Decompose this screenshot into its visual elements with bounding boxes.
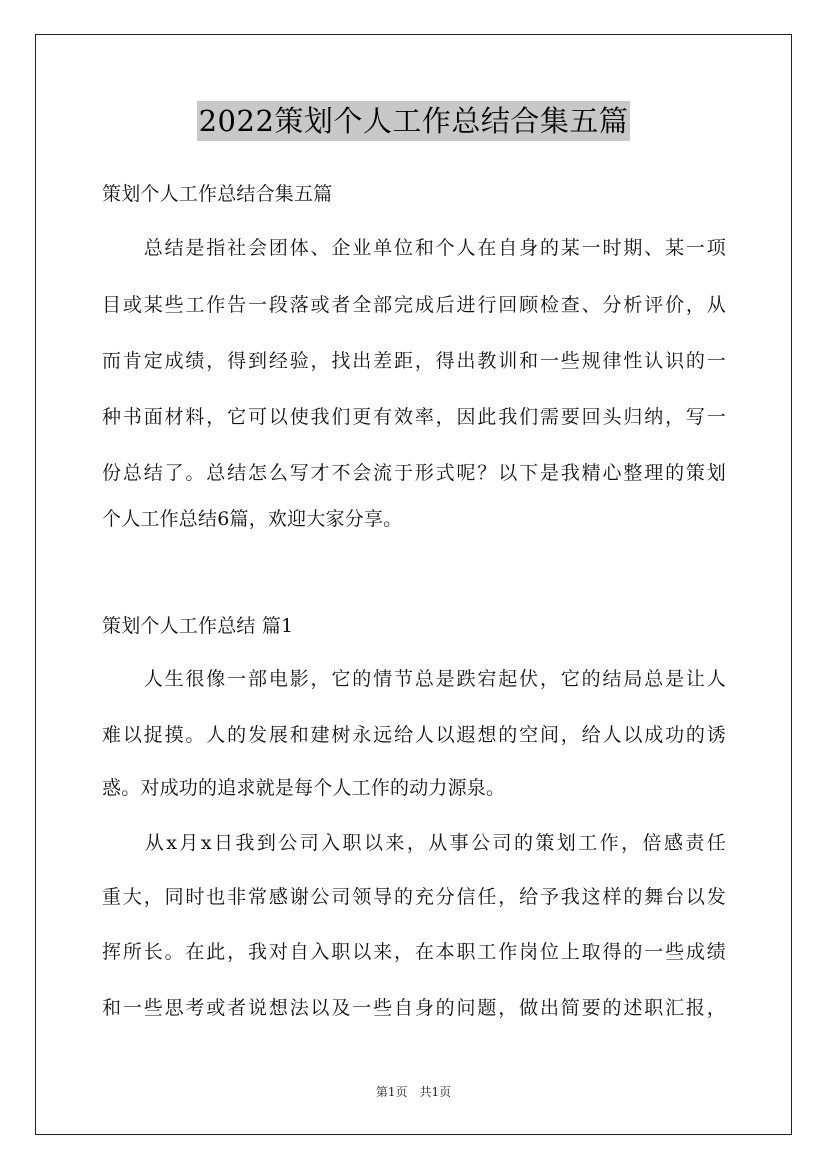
section-p2-line-4: 和一些思考或者说想法以及一些自身的问题，做出简要的述职汇报， <box>102 997 726 1019</box>
section-p1-line-3: 惑。对成功的追求就是每个人工作的动力源泉。 <box>102 777 506 799</box>
intro-line-5: 份总结了。总结怎么写才不会流于形式呢？以下是我精心整理的策划 <box>102 462 726 484</box>
section-p1-line-2: 难以捉摸。人的发展和建树永远给人以遐想的空间，给人以成功的诱 <box>102 724 726 746</box>
section-p2-line-1: 从x月x日我到公司入职以来，从事公司的策划工作，倍感责任 <box>102 832 726 854</box>
intro-line-1: 总结是指社会团体、企业单位和个人在自身的某一时期、某一项 <box>102 237 726 259</box>
section-heading: 策划个人工作总结 篇1 <box>102 615 294 637</box>
intro-line-2: 目或某些工作告一段落或者全部完成后进行回顾检查、分析评价，从 <box>102 294 726 316</box>
section-p1-line-1: 人生很像一部电影，它的情节总是跌宕起伏，它的结局总是让人 <box>102 668 726 690</box>
document-subtitle: 策划个人工作总结合集五篇 <box>102 183 333 205</box>
intro-line-3: 而肯定成绩，得到经验，找出差距，得出教训和一些规律性认识的一 <box>102 350 726 372</box>
section-p2-line-2: 重大，同时也非常感谢公司领导的充分信任，给予我这样的舞台以发 <box>102 886 726 908</box>
title-container <box>0 101 827 141</box>
page-number-footer: 第1页 共1页 <box>375 1085 452 1099</box>
document-title: 2022策划个人工作总结合集五篇 <box>197 101 631 141</box>
intro-line-6: 个人工作总结6篇，欢迎大家分享。 <box>102 508 403 530</box>
intro-line-4: 种书面材料，它可以使我们更有效率，因此我们需要回头归纳，写一 <box>102 406 726 428</box>
section-p2-line-3: 挥所长。在此，我对自入职以来，在本职工作岗位上取得的一些成绩 <box>102 941 726 963</box>
